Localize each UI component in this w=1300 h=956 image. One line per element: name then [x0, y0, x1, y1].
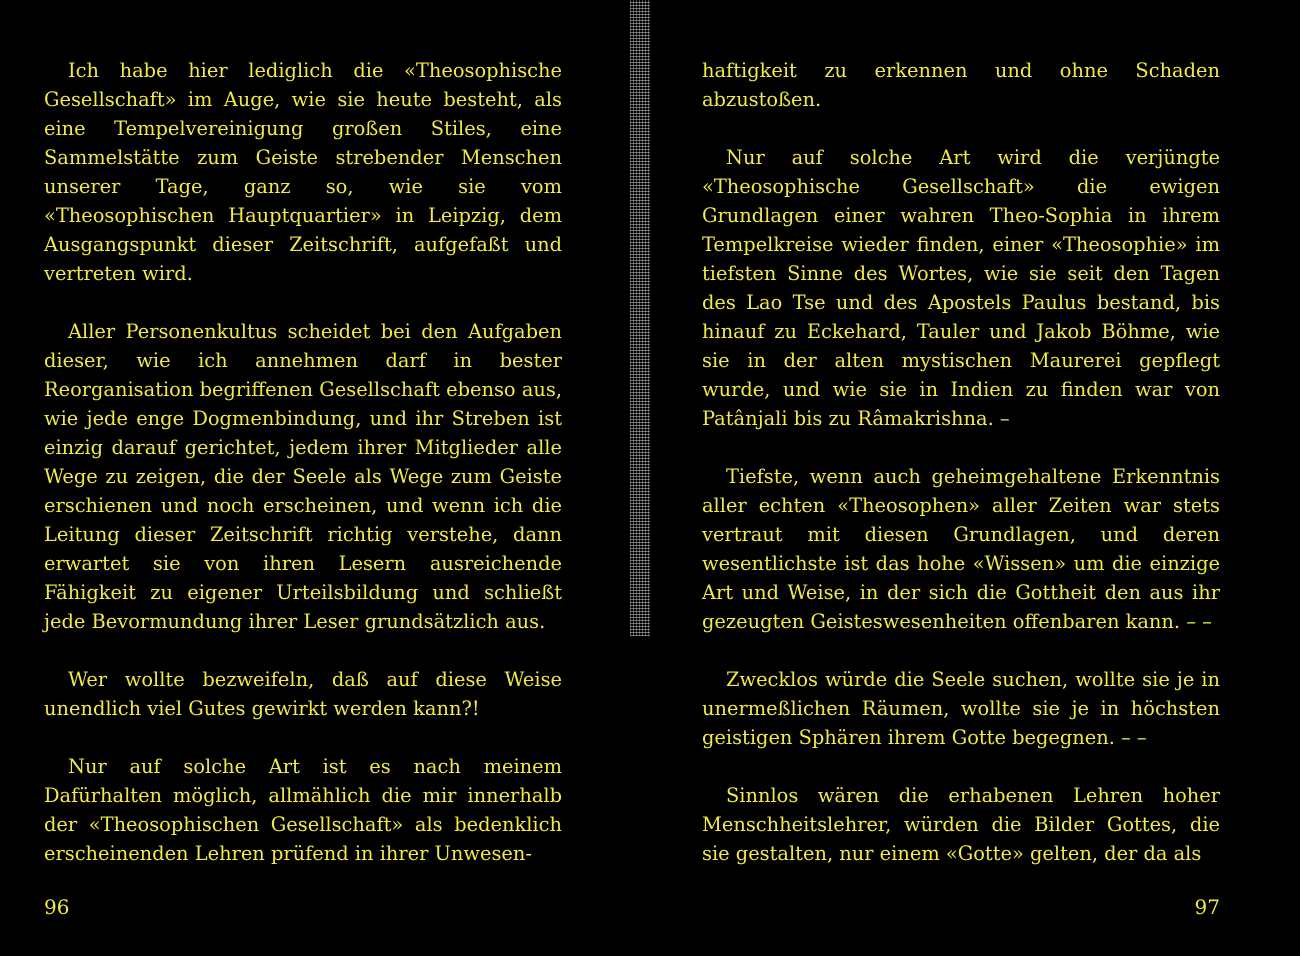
right-paragraph-2: Nur auf solche Art wird die verjüngte «Theosophische Gesellschaft» die ewigen Grundlagen einer wahren Theo-Sophia in ihrem Tempelkreise wieder finden, einer «Theosophie» im tiefsten Sinne des Wortes, wie sie seit den Tagen des Lao Tse und des Apostels Paulus bestand, bis hinauf zu Eckehard, Tauler und Jakob Böhme, wie sie in der alten mystischen Maurerei gepflegt wurde, und wie sie in Indien zu finden war von Patânjali bis zu Râmakrishna. –: [702, 146, 1220, 430]
left-page: [44, 56, 562, 868]
paragraph-gap: [702, 636, 1220, 665]
left-paragraph-3: Wer wollte bezweifeln, daß auf diese Weise unendlich viel Gutes gewirkt werden kann?!: [44, 668, 562, 720]
right-paragraph-3: Tiefste, wenn auch geheimgehaltene Erkenntnis aller echten «Theosophen» aller Zeiten war stets vertraut mit diesen Grundlagen, und deren wesentlichste ist das hohe «Wissen» um die einzige Art und Weise, in der sich die Gottheit den aus ihr gezeugten Geisteswesenheiten offenbaren kann. – –: [702, 465, 1220, 633]
paragraph-gap: [44, 288, 562, 317]
left-paragraph-1: Ich habe hier lediglich die «Theosophische Gesellschaft» im Auge, wie sie heute besteht, als eine Tempelvereinigung großen Stiles, eine Sammelstätte zum Geiste strebender Menschen unserer Tage, ganz so, wie sie vom «Theosophischen Hauptquartier» in Leipzig, dem Ausgangspunkt dieser Zeitschrift, aufgefaßt und vertreten wird.: [44, 59, 562, 285]
paragraph-gap: [44, 636, 562, 665]
page-number-right: 97: [1194, 895, 1220, 919]
book-gutter: [630, 0, 650, 636]
paragraph-gap: [44, 723, 562, 752]
right-paragraph-1: haftigkeit zu erkennen und ohne Schaden abzustoßen.: [702, 59, 1220, 111]
right-paragraph-5: Sinnlos wären die erhabenen Lehren hoher Menschheitslehrer, würden die Bilder Gottes, die sie gestalten, nur einem «Gotte» gelten, der da als: [702, 784, 1220, 865]
right-page: [702, 56, 1220, 868]
left-paragraph-4: Nur auf solche Art ist es nach meinem Dafürhalten möglich, allmählich die mir innerhalb der «Theosophischen Gesellschaft» als bedenklich erscheinenden Lehren prüfend in ihrer Unwesen-: [44, 755, 562, 865]
paragraph-gap: [702, 114, 1220, 143]
page-number-left: 96: [44, 895, 70, 919]
paragraph-gap: [702, 752, 1220, 781]
left-paragraph-2: Aller Personenkultus scheidet bei den Aufgaben dieser, wie ich annehmen darf in bester Reorganisation begriffenen Gesellschaft ebenso aus, wie jede enge Dogmenbindung, und ihr Streben ist einzig darauf gerichtet, jedem ihrer Mitglieder alle Wege zu zeigen, die der Seele als Wege zum Geiste erschienen und noch erscheinen, und wenn ich die Leitung dieser Zeitschrift richtig verstehe, dann erwartet sie von ihren Lesern ausreichende Fähigkeit zu eigener Urteilsbildung und schließt jede Bevormundung ihrer Leser grundsätzlich aus.: [44, 320, 562, 633]
paragraph-gap: [702, 433, 1220, 462]
right-paragraph-4: Zwecklos würde die Seele suchen, wollte sie je in unermeßlichen Räumen, wollte sie je in höchsten geistigen Sphären ihrem Gotte begegnen. – –: [702, 668, 1220, 749]
